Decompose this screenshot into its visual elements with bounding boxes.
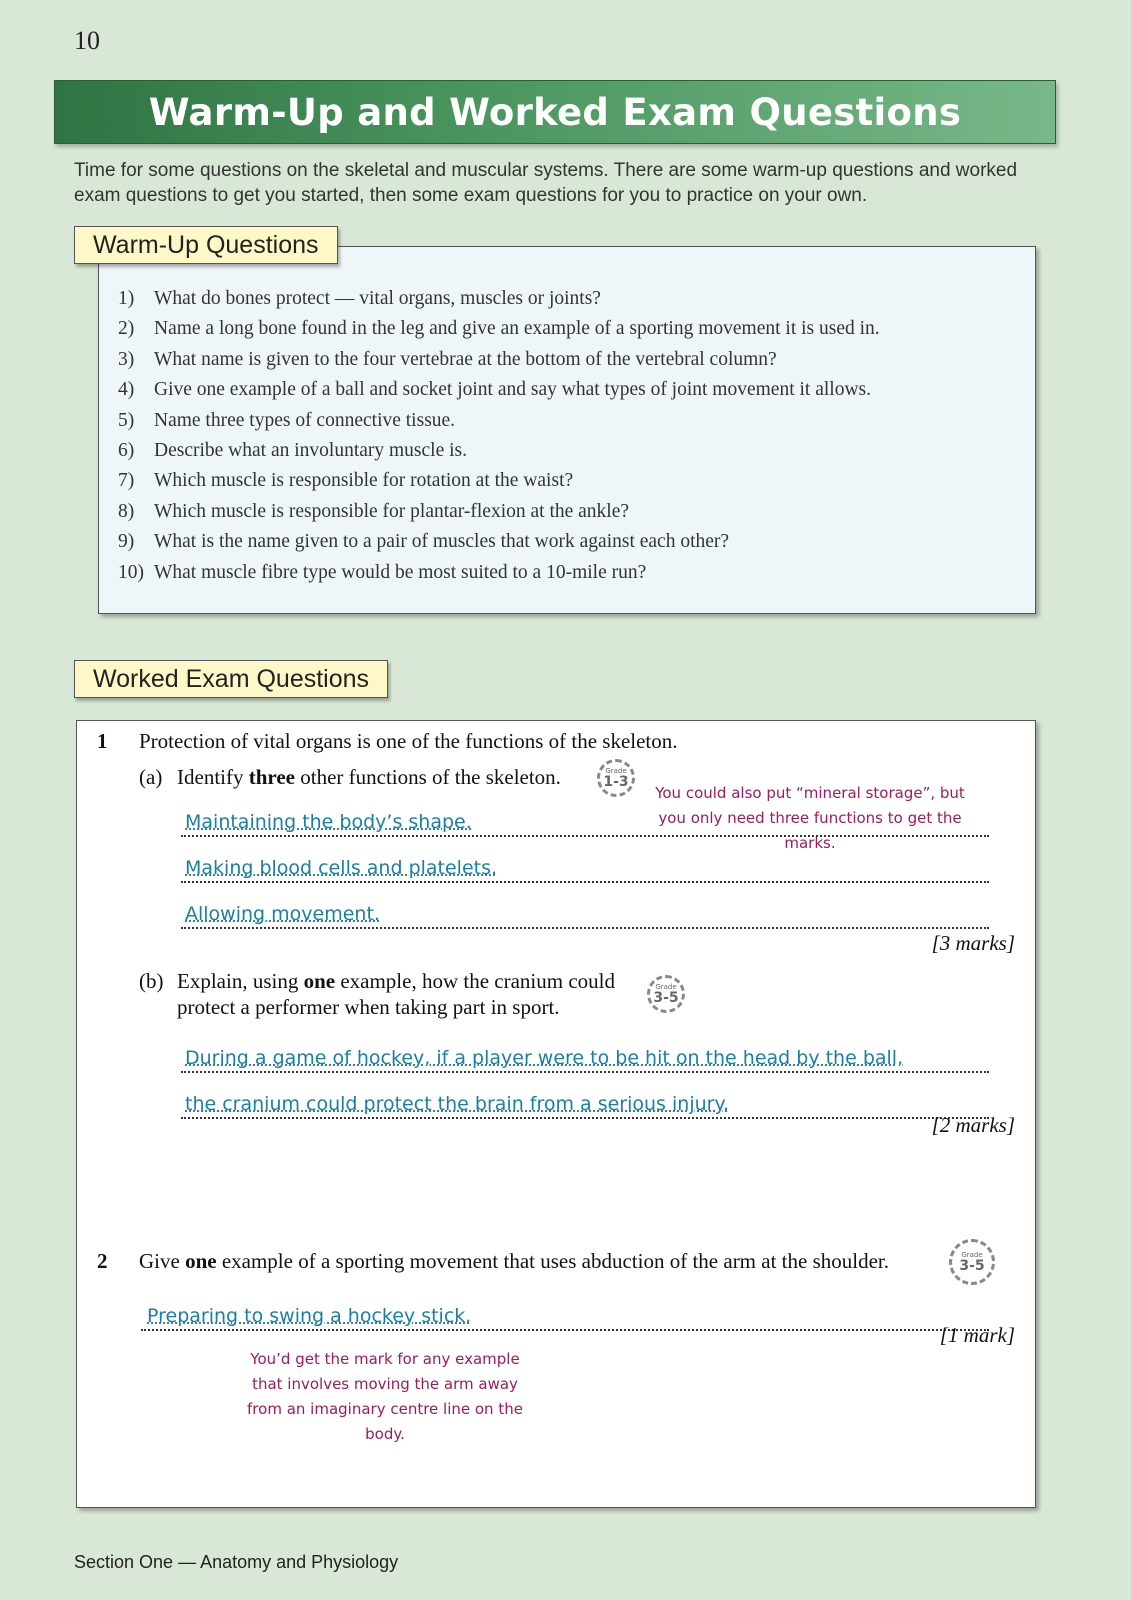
list-item — [118, 284, 880, 314]
part-b-text: Explain, using — [177, 969, 304, 993]
part-a-question — [177, 765, 561, 790]
question-text: Which muscle is responsible for plantar-flexion at the ankle? — [154, 500, 630, 522]
page-number: 10 — [74, 26, 100, 55]
question-1-number: 1 — [97, 729, 108, 753]
list-item — [118, 497, 880, 527]
warmup-heading: Warm-Up Questions — [74, 226, 338, 264]
answer-text: the cranium could protect the brain from a serious injury. — [185, 1093, 730, 1115]
marks-label: [1 mark] — [939, 1323, 1015, 1347]
grade-range: 3-5 — [653, 989, 679, 1006]
marks-label: [3 marks] — [931, 931, 1015, 955]
grade-label: Grade — [605, 766, 627, 775]
answer-text: Making blood cells and platelets. — [185, 857, 498, 879]
question-text: Name a long bone found in the leg and give an example of a sporting movement it is used in. — [154, 318, 880, 340]
part-b-text-end: example, how the cranium could — [335, 969, 615, 993]
part-b-label: (b) — [139, 969, 164, 993]
part-a-label: (a) — [139, 765, 163, 789]
footer-section-label: Section One — Anatomy and Physiology — [74, 1552, 399, 1572]
grade-range: 1-3 — [603, 773, 629, 790]
answer-text: Allowing movement. — [185, 903, 380, 925]
part-a-bold: three — [248, 765, 295, 789]
answer-text: Preparing to swing a hockey stick. — [147, 1305, 472, 1327]
question-number: 2) — [118, 318, 135, 340]
grade-badge-icon — [597, 759, 635, 797]
list-item — [118, 436, 880, 466]
question-number: 9) — [118, 531, 135, 553]
part-b-question-line2: protect a performer when taking part in sport. — [177, 995, 560, 1019]
question-text: Which muscle is responsible for rotation at the waist? — [154, 470, 574, 492]
title-banner — [54, 80, 1056, 144]
worked-heading: Worked Exam Questions — [74, 660, 388, 698]
question-text: What is the name given to a pair of muscles that work against each other? — [154, 531, 730, 553]
question-2-number: 2 — [97, 1249, 108, 1273]
part-b-bold: one — [303, 969, 336, 993]
question-number: 7) — [118, 470, 135, 492]
question-number: 5) — [118, 409, 135, 431]
question-number: 1) — [118, 288, 135, 309]
margin-note: You’d get the mark for any example that involves moving the arm away from an imaginary centre line on the body. — [247, 1350, 523, 1443]
list-item — [118, 314, 880, 344]
question-number: 6) — [118, 439, 135, 461]
question-1-stem: Protection of vital organs is one of the functions of the skeleton. — [139, 729, 678, 753]
grade-label: Grade — [961, 1250, 983, 1259]
question-number: 8) — [118, 500, 135, 522]
list-item — [118, 558, 880, 588]
question-text: What do bones protect — vital organs, muscles or joints? — [154, 288, 601, 309]
question-number: 3) — [118, 348, 135, 370]
list-item — [118, 466, 880, 496]
marks-label: [2 marks] — [931, 1113, 1015, 1137]
question-text: Name three types of connective tissue. — [154, 409, 456, 431]
worked-box — [76, 720, 1036, 1508]
grade-label: Grade — [655, 982, 677, 991]
list-item — [118, 406, 880, 436]
list-item — [118, 345, 880, 375]
question-text: What name is given to the four vertebrae at the bottom of the vertebral column? — [154, 348, 777, 370]
question-number: 4) — [118, 379, 135, 401]
margin-note: You could also put “mineral storage”, but you only need three functions to get the marks. — [655, 784, 965, 852]
question-2-text: Give — [139, 1249, 186, 1273]
page-title: Warm-Up and Worked Exam Questions — [148, 90, 962, 134]
grade-badge-icon — [949, 1239, 995, 1285]
question-number: 10) — [118, 561, 144, 583]
list-item — [118, 527, 880, 557]
question-text: What muscle fibre type would be most suited to a 10-mile run? — [154, 561, 647, 583]
question-text: Describe what an involuntary muscle is. — [154, 439, 467, 461]
warmup-question-list — [118, 284, 880, 588]
question-2-bold: one — [185, 1249, 217, 1273]
part-a-text: Identify — [177, 765, 249, 789]
question-text: Give one example of a ball and socket joint and say what types of joint movement it allows. — [154, 379, 871, 401]
part-a-text-end: other functions of the skeleton. — [295, 765, 561, 789]
intro-text: Time for some questions on the skeletal and muscular systems. There are some warm-up questions and worked exam questions to get you started, then some exam questions for you to practice on your own. — [74, 160, 1018, 206]
question-2-text-end: example of a sporting movement that uses abduction of the arm at the shoulder. — [216, 1249, 889, 1273]
answer-text: Maintaining the body’s shape. — [185, 811, 472, 833]
list-item — [118, 375, 880, 405]
question-2-stem — [139, 1249, 889, 1274]
grade-range: 3-5 — [959, 1257, 985, 1274]
answer-text: During a game of hockey, if a player were to be hit on the head by the ball, — [185, 1047, 904, 1069]
grade-badge-icon — [647, 975, 685, 1013]
part-b-question — [177, 969, 615, 994]
